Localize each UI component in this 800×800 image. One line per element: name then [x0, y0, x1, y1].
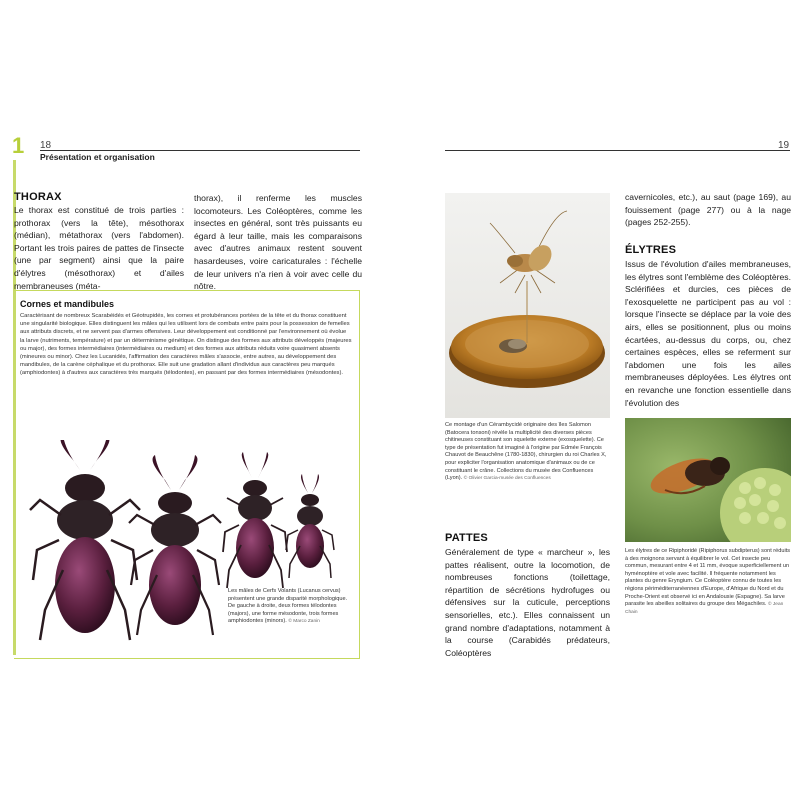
- elytres-text: Issus de l'évolution d'ailes membraneuses, les élytres sont l'emblème des Coléoptères. Sclérifiées et durcies, ces pièces de l'exosquelette ne participent pas au vol : lorsque l'insecte se déplace par la voie des airs, elles se positionnent, plus ou moins écartées, au-dessus du corps, ou, chez certaines espèces, elles se referment sur l'abdomen une fois les ailes membraneuses déployées. Les élytres ont en revanche une fonction essentielle dans l'évolution des: [625, 259, 791, 408]
- beetles-caption: [228, 588, 354, 626]
- insect-caption: [625, 548, 791, 616]
- beetle-major-1: [30, 440, 140, 640]
- page-number-left: 18: [40, 140, 52, 151]
- dome-credit: © Olivier Garcia-musée des Confluences: [463, 476, 551, 482]
- chapter-number: 1: [12, 133, 25, 158]
- insect-caption-text: Les élytres de ce Ripiphoridé (Ripiphorus subdipterus) sont réduits à des moignons servant à équilibrer le vol. Cet insecte peu commun, mesurant entre 4 et 11 mm, évoque superficiellement un hyménoptère et vole avec facilité. Il fréquente notamment les plantes du genre Eryngium. Ce Coléoptère connu de toutes les régions périméditerranéennes d'Europe, d'Afrique du Nord et du Proche-Orient est observé ici en Andalousie (Espagne). Sa larve parasite les abeilles solitaires du groupe des Mégachiles.: [625, 548, 791, 608]
- ripiphorid-image: [625, 418, 791, 542]
- running-head: Présentation et organisation: [40, 152, 155, 162]
- beetle-amphiodont: [286, 474, 334, 578]
- pattes-text: Généralement de type « marcheur », les pattes réalisent, outre la locomotion, de nombreuses fonctions (toilettage, répartition de sécrétions hydrofuges ou défensives sur la cuticule, perceptions sensorielles, etc.). Elles connaissent un grand nombre d'adaptations, notamment à la course (Carabidés prédateurs, Coléoptères: [445, 547, 610, 658]
- insect-credit: © Jean Chain: [625, 602, 784, 615]
- header-rule-left: [40, 150, 360, 151]
- box-title: Cornes et mandibules: [20, 299, 115, 309]
- beetles-caption-text: Les mâles de Cerfs Volants (Lucanus cervus) présentent une grande disparité morphologique. De gauche à droite, deux formes télodontes (majors), une forme mésodonte, trois formes amphiodontes (minors).: [228, 588, 348, 625]
- pattes-heading: PATTES: [445, 532, 488, 544]
- top-text-col2: cavernicoles, etc.), au saut (page 169), au fouissement (page 277) ou à la nage (pages 252-255).: [625, 192, 791, 228]
- thorax-text-col2: thorax), il renferme les muscles locomoteurs. Les Coléoptères, comme les insectes en général, sont très puissants eu égard à leur taille, mais les comparaisons avec d'autres animaux restent souvent hasardeuses, voire caricaturales : l'échelle de leur univers n'a rien à voir avec celle du nôtre.: [194, 193, 362, 292]
- beetles-credit: © Marco Zanin: [288, 619, 320, 625]
- thorax-text-col1: Le thorax est constitué de trois parties : prothorax (vers la tête), mésothorax (médian), métathorax (vers l'abdomen). Portant les trois paires de pattes de l'insecte (une par segment) ainsi que la paire d'élytres (mésothorax) et d'ailes membraneuses (méta-: [14, 205, 184, 291]
- beetle-major-2: [129, 455, 221, 635]
- dome-caption-text: Ce montage d'un Cérambycidé originaire des îles Salomon (Batocera tonsoni) révèle la multiplicité des diverses pièces chitineuses constituant son squelette externe (exosquelette). Ce type de présentation fut imaginé à l'origine par Edmée François Chauvot de Beauchêne (1780-1830), chirurgien du roi Charles X, pour expliciter l'organisation anatomique d'animaux ou de ce constituant le crâne. Collections du musée des Confluences (Lyon).: [445, 422, 607, 482]
- cerambycid-dome-image: [445, 193, 610, 418]
- header-rule-right: [445, 150, 790, 151]
- beetle-mesodont: [223, 452, 287, 588]
- page-number-right: 19: [778, 140, 790, 151]
- box-text: Caractérisant de nombreux Scarabéidés et Géotrupidés, les cornes et protubérances portées de la tête et du thorax constituent une singularité biologique. Elles distinguent les mâles qui les utilisent lors de combats entre pairs pour la possession de femelles aux attributs discrets, et ne servent pas d'armes offensives. Leur développement est conditionné par l'environnement où évolue la larve (nutriments, température) et par un déterminisme génétique. On distingue des formes aux attributs développés (majeures ou major), des formes intermédiaires (intermédiaires ou medium) et des formes aux attributs réduits voire quasiment absents (mineures ou minor). Chez les Lucanidés, l'affirmation des caractères mâles s'associe, entre autres, au développement des mandibules, de la carène céphalique et du prothorax. Elle suit une gradation allant d'individus aux caractères peu marqués (amphiodontes) à d'autres aux caractères très marqués (télodontes), en passant par des formes intermédiaires (mésodontes).: [20, 313, 352, 377]
- elytres-heading: ÉLYTRES: [625, 244, 677, 256]
- dome-caption: [445, 422, 610, 483]
- thorax-heading: THORAX: [14, 191, 62, 203]
